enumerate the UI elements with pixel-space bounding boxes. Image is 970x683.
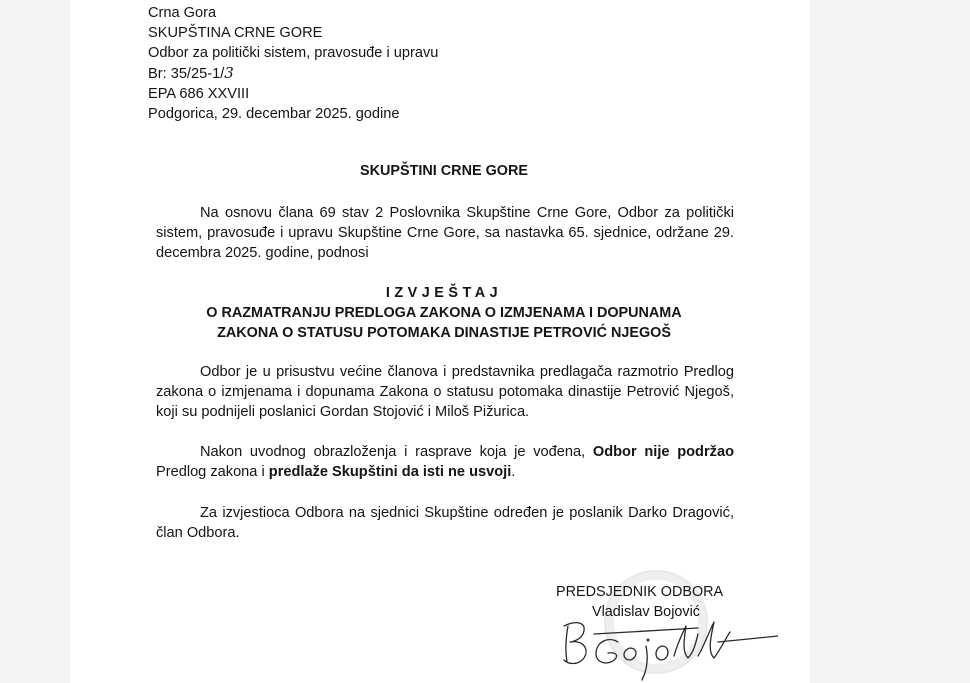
signature-name: Vladislav Bojović <box>592 604 700 620</box>
institution-line: SKUPŠTINA CRNE GORE <box>148 25 323 41</box>
decision-bold-2: predlaže Skupštini da isti ne usvoji <box>268 464 512 480</box>
report-title-line-3: ZAKONA O STATUSU POTOMAKA DINASTIJE PETROVIĆ NJEGOŠ <box>217 325 671 341</box>
document-header <box>148 3 438 124</box>
decision-text-1: Nakon uvodnog obrazloženja i rasprave koja je vođena, <box>200 444 593 460</box>
document-page <box>70 0 810 683</box>
consideration-paragraph: Odbor je u prisustvu većine članova i predstavnika predlagača razmotrio Predlog zakona o izmjenama i dopunama Zakona o statusu potomaka dinastije Petrović Njegoš, koji su podnijeli poslanici Gordan Stojović i Miloš Pižurica. <box>156 364 734 420</box>
signature-title: PREDSJEDNIK ODBORA <box>556 584 724 600</box>
committee-line: Odbor za politički sistem, pravosuđe i upravu <box>148 45 439 61</box>
reference-number: Br: 35/25-1/ <box>148 66 225 82</box>
country-line: Crna Gora <box>148 5 217 21</box>
rapporteur-paragraph: Za izvjestioca Odbora na sjednici Skupštine određen je poslanik Darko Dragović, član Odbora. <box>156 505 734 541</box>
reference-number-line <box>148 63 438 84</box>
report-title-line-2: O RAZMATRANJU PREDLOGA ZAKONA O IZMJENAMA I DOPUNAMA <box>206 305 682 321</box>
place-date-line: Podgorica, 29. decembar 2025. godine <box>148 106 400 122</box>
report-title <box>70 283 810 343</box>
addressee-heading: SKUPŠTINI CRNE GORE <box>360 163 528 179</box>
decision-paragraph <box>156 442 734 482</box>
decision-bold-1: Odbor nije podržao <box>592 444 734 460</box>
epa-line: EPA 686 XXVIII <box>148 86 250 102</box>
decision-text-3: . <box>511 464 516 480</box>
reference-handwritten-digit: 3 <box>224 64 234 82</box>
report-title-line-1: IZVJEŠTAJ <box>385 285 503 301</box>
intro-paragraph: Na osnovu člana 69 stav 2 Poslovnika Skupštine Crne Gore, Odbor za politički sistem, pravosuđe i upravu Skupštine Crne Gore, sa nastavka 65. sjednice, održane 29. decembra 2025. godine, podnosi <box>156 205 734 261</box>
handwritten-signature-icon <box>558 612 778 683</box>
decision-text-2: Predlog zakona i <box>156 464 269 480</box>
